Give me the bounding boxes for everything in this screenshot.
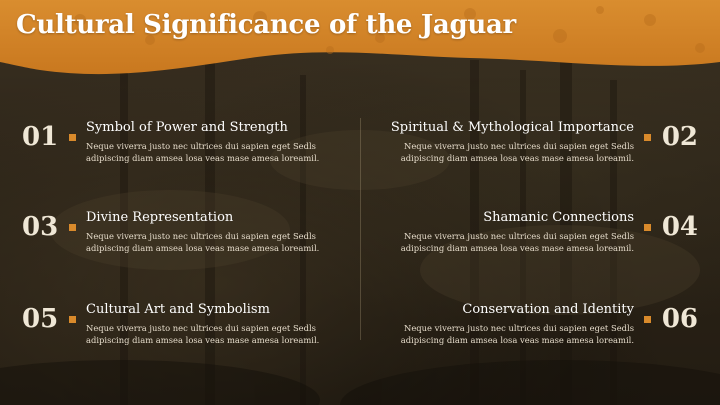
item-number: 02 <box>661 122 698 152</box>
item-description: Neque viverra justo nec ultrices dui sapien eget Sedls adipiscing diam amsea losa veas mase amesa loreamil. <box>86 323 320 345</box>
feature-item-04 <box>358 210 698 270</box>
accent-square-icon <box>644 134 651 141</box>
item-description: Neque viverra justo nec ultrices dui sapien eget Sedls adipiscing diam amsea losa veas mase amesa loreamil. <box>86 141 320 163</box>
accent-square-icon <box>69 134 76 141</box>
item-heading: Symbol of Power and Strength <box>86 120 288 135</box>
accent-square-icon <box>69 224 76 231</box>
item-number: 03 <box>22 212 59 242</box>
item-description: Neque viverra justo nec ultrices dui sapien eget Sedls adipiscing diam amsea losa veas mase amesa loreamil. <box>86 231 320 253</box>
item-heading: Spiritual & Mythological Importance <box>390 120 634 135</box>
item-heading: Conservation and Identity <box>462 302 634 317</box>
item-description: Neque viverra justo nec ultrices dui sapien eget Sedls adipiscing diam amsea losa veas mase amesa loreamil. <box>400 323 634 345</box>
item-number: 05 <box>22 304 59 334</box>
item-number: 01 <box>22 122 59 152</box>
item-heading: Cultural Art and Symbolism <box>86 302 270 317</box>
item-heading: Divine Representation <box>86 210 234 225</box>
accent-square-icon <box>644 224 651 231</box>
item-number: 06 <box>661 304 698 334</box>
item-heading: Shamanic Connections <box>483 210 634 225</box>
slide-title: Cultural Significance of the Jaguar <box>16 10 516 40</box>
feature-item-01 <box>22 120 362 180</box>
accent-square-icon <box>644 316 651 323</box>
feature-item-03 <box>22 210 362 270</box>
item-description: Neque viverra justo nec ultrices dui sapien eget Sedls adipiscing diam amsea losa veas mase amesa loreamil. <box>400 141 634 163</box>
item-description: Neque viverra justo nec ultrices dui sapien eget Sedls adipiscing diam amsea losa veas mase amesa loreamil. <box>400 231 634 253</box>
accent-square-icon <box>69 316 76 323</box>
item-number: 04 <box>661 212 698 242</box>
feature-item-05 <box>22 302 362 362</box>
feature-item-06 <box>358 302 698 362</box>
feature-item-02 <box>358 120 698 180</box>
